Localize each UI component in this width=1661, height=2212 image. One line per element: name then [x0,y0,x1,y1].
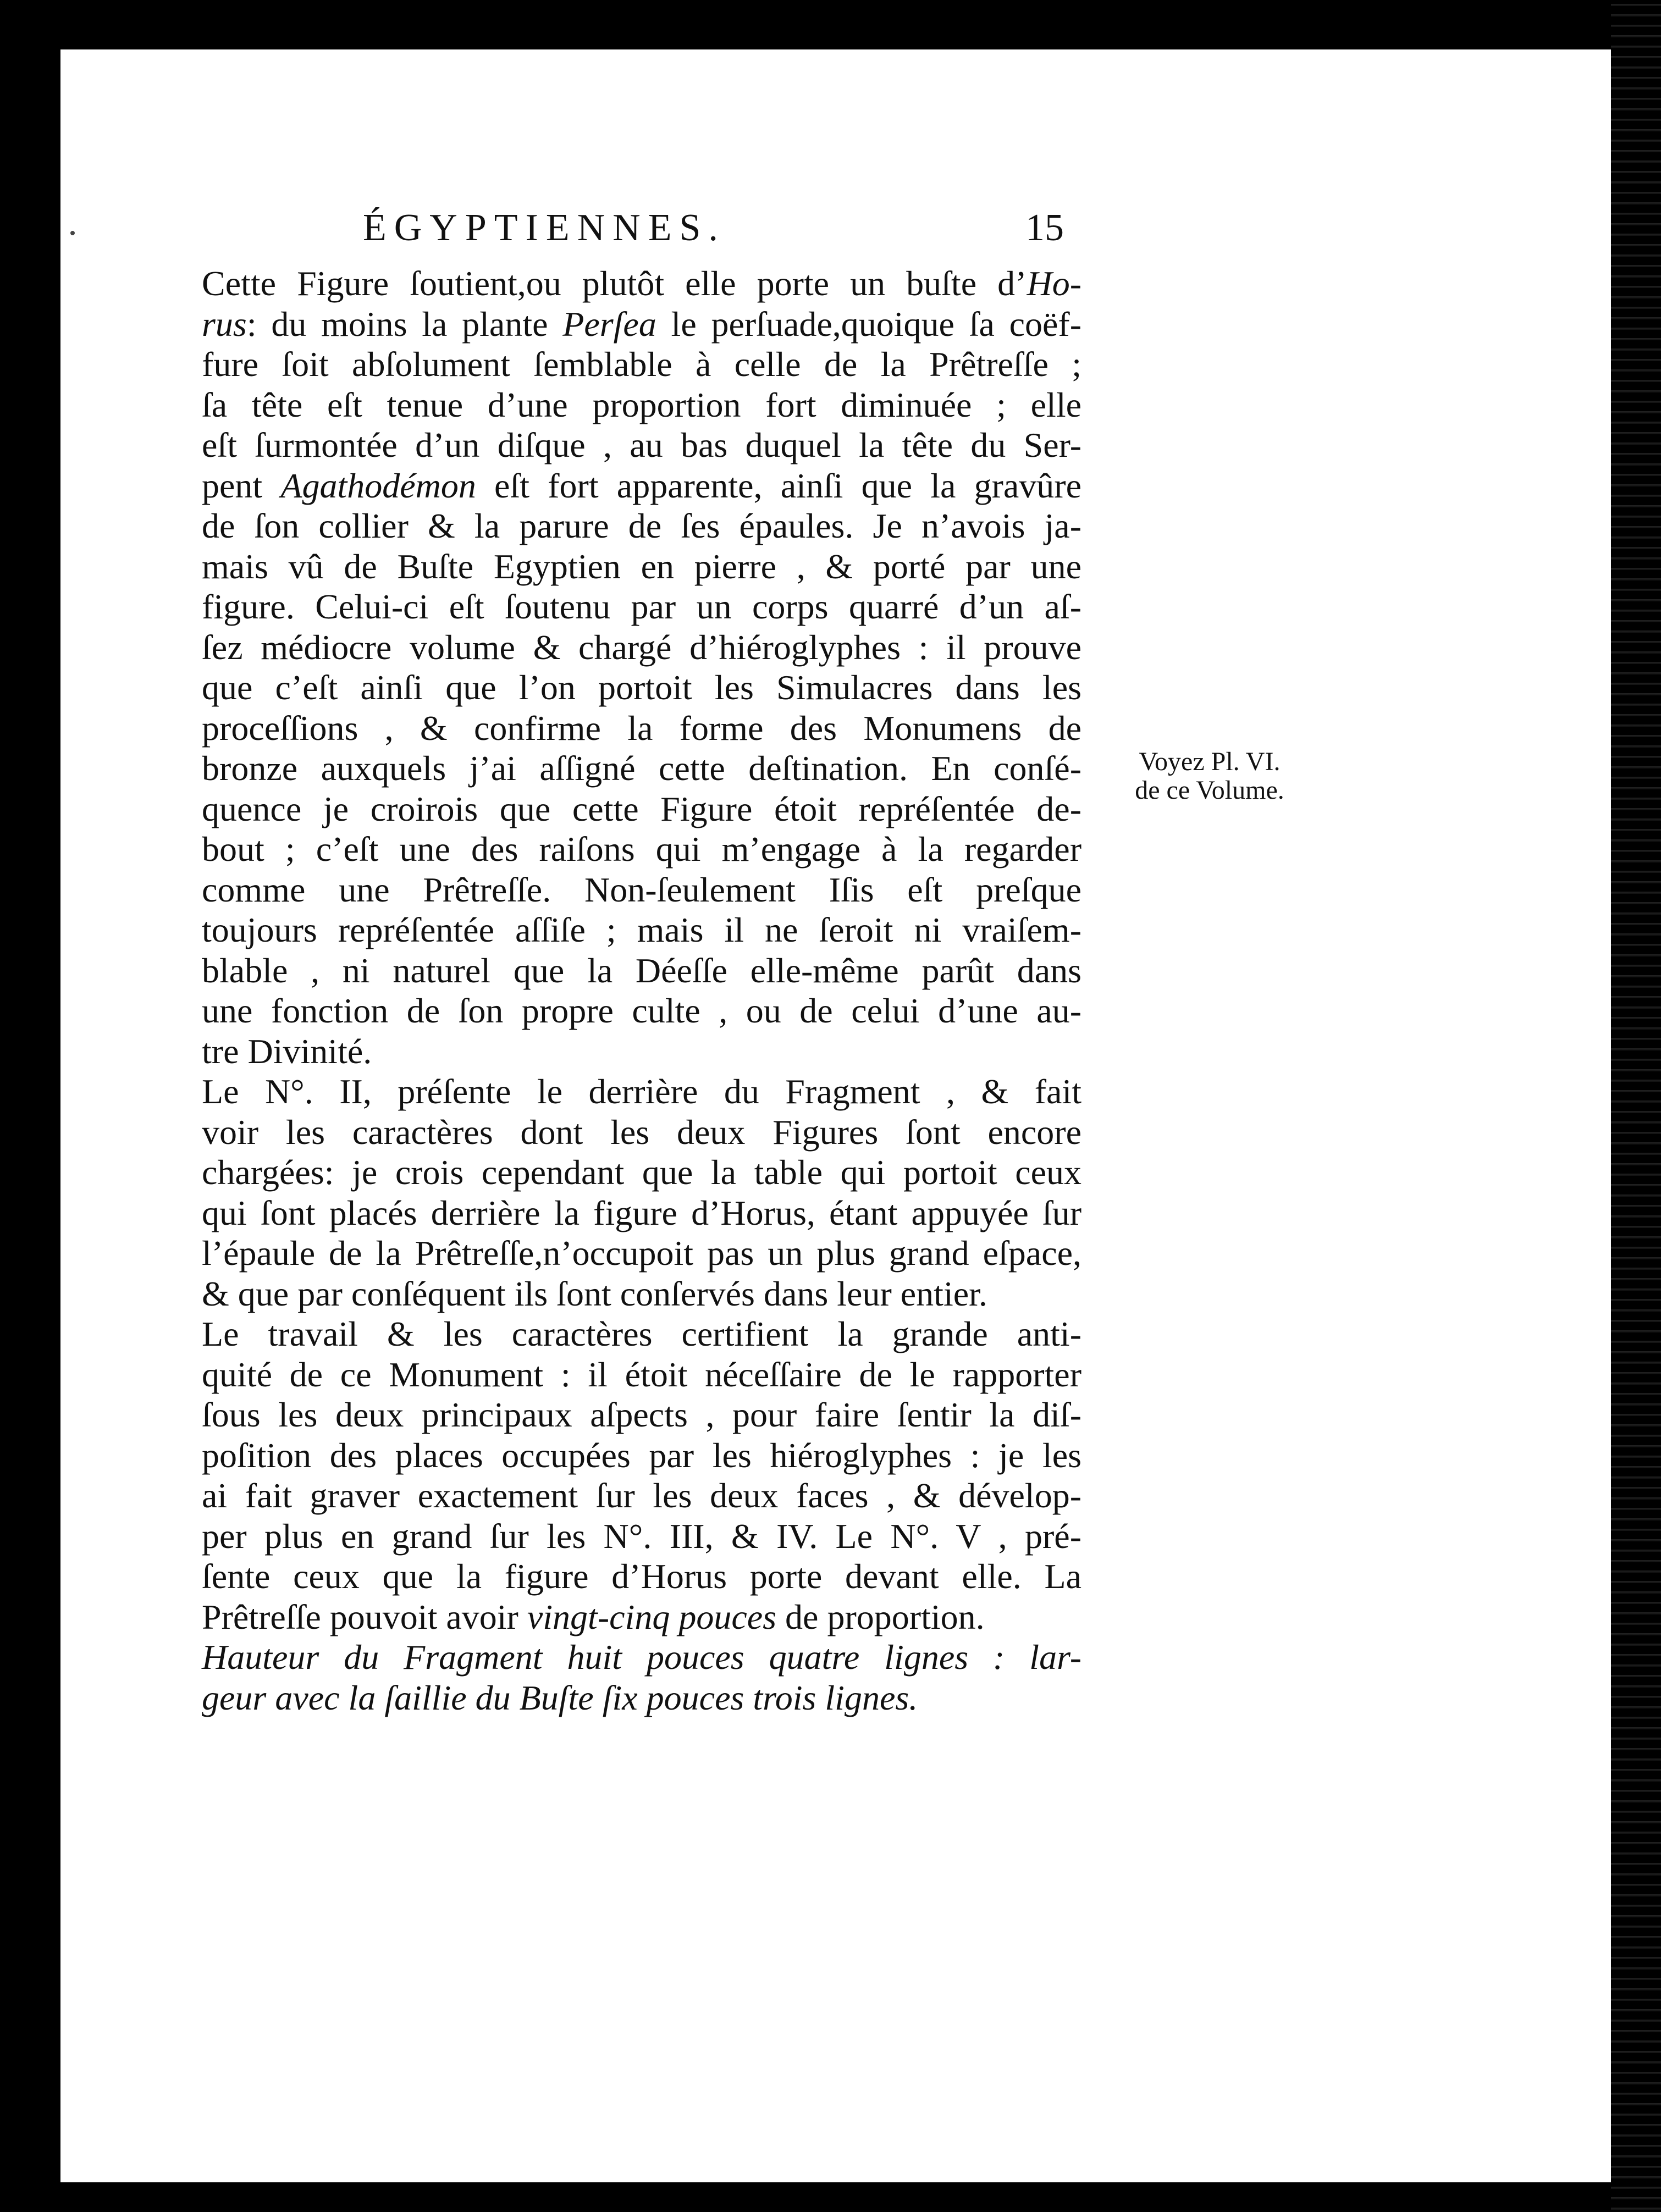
text-line [202,347,1081,382]
text-segment: eſt fort apparente, ainſi que la gravûre [476,466,1082,505]
text-segment: voir les caractères dont les deux Figures ſont encore [202,1112,1081,1152]
text-segment: quité de ce Monument : il étoit néceſſaire de le rapporter [202,1354,1081,1394]
text-segment: bout ; c’eſt une des raiſons qui m’engage à la regarder [202,830,1081,869]
text-line [202,910,1081,949]
scan-edge-shadow [1611,0,1661,2212]
text-line [202,1236,1081,1271]
text-line [202,1155,1081,1190]
text-segment: ſente ceux que la figure d’Horus porte devant elle. La [202,1557,1081,1596]
scan-speck [70,231,75,235]
text-segment: ai fait graver exactement ſur les deux faces , & dévelop- [202,1476,1081,1515]
text-segment: Cette Figure ſoutient,ou plutôt elle porte un buſte d’ [202,264,1027,303]
text-line [202,1276,1081,1312]
text-line [202,751,1081,786]
text-line [202,266,1081,301]
text-segment: comme une Prêtreſſe. Non-ſeulement Iſis eſt preſque [202,870,1081,909]
text-segment: de ſon collier & la parure de ſes épaules. Je n’avois ja- [202,506,1081,545]
text-line [202,1680,1081,1716]
italic-segment: Ho- [1027,264,1081,303]
text-segment: une fonction de ſon propre culte , ou de celui d’une au- [202,991,1081,1030]
text-segment: quence je croirois que cette Figure étoit repréſentée de- [202,789,1081,828]
text-segment: Le travail & les caractères certifient la grande anti- [202,1314,1081,1353]
text-segment: ſous les deux principaux aſpects , pour faire ſentir la diſ- [202,1395,1081,1434]
text-line [202,1074,1081,1109]
text-line [202,1478,1081,1513]
text-line [202,1193,1081,1232]
text-line [202,1397,1081,1433]
text-line [202,789,1081,828]
text-line [202,1031,1081,1071]
text-segment: Le N°. II, préſente le derrière du Fragment , & fait [202,1072,1081,1111]
text-segment: poſition des places occupées par les hiéroglyphes : je les [202,1435,1081,1475]
text-segment: bronze auxquels j’ai aſſigné cette deſtination. En conſé- [202,749,1081,788]
text-segment: & que par conſéquent ils ſont conſervés dans leur entier. [202,1274,987,1313]
text-segment: proceſſions , & confirme la forme des Monumens de [202,708,1081,748]
text-line [202,950,1081,990]
text-line [202,385,1081,424]
text-segment: toujours repréſentée aſſiſe ; mais il ne ſeroit ni vraiſem- [202,910,1081,949]
text-line [202,468,1081,504]
text-line [202,1435,1081,1475]
text-line [202,1314,1081,1353]
italic-segment: geur avec la ſaillie du Buſte ſix pouces trois lignes. [202,1678,918,1717]
text-segment: per plus en grand ſur les N°. III, & IV. Le N°. V , pré- [202,1516,1081,1556]
text-segment: ſa tête eſt tenue d’une proportion fort diminuée ; elle [202,385,1081,424]
text-line [202,670,1081,705]
text-segment: l’épaule de la Prêtreſſe,n’occupoit pas un plus grand eſpace, [202,1234,1081,1273]
text-segment: que c’eſt ainſi que l’on portoit les Simulacres dans les [202,668,1081,707]
text-line [202,589,1081,624]
text-segment: eſt ſurmontée d’un diſque , au bas duquel la tête du Ser- [202,425,1081,464]
text-line [202,1112,1081,1152]
italic-segment: Agathodémon [280,466,476,505]
margin-note-line-1: Voyez Pl. VI. [1139,747,1281,776]
text-segment: fure ſoit abſolument ſemblable à celle de la Prêtreſſe ; [202,345,1081,384]
margin-note-line-2: de ce Volume. [1135,776,1284,805]
text-line [202,304,1081,344]
text-line [202,627,1081,667]
text-segment: : du moins la plante [246,304,563,344]
text-line [202,1597,1081,1636]
text-segment: le perſuade,quoique ſa coëf- [656,304,1081,344]
text-segment: figure. Celui-ci eſt ſoutenu par un corps quarré d’un aſ- [202,587,1081,626]
text-line [202,425,1081,464]
text-segment: ſez médiocre volume & chargé d’hiéroglyphes : il prouve [202,627,1081,667]
text-segment: blable , ni naturel que la Déeſſe elle-même parût dans [202,950,1081,990]
text-segment: chargées: je crois cependant que la table qui portoit ceux [202,1153,1081,1192]
text-line [202,872,1081,908]
text-segment: de proportion. [776,1597,985,1636]
page-number: 15 [1025,207,1064,249]
text-segment: Prêtreſſe pouvoit avoir [202,1597,527,1636]
text-segment: qui ſont placés derrière la figure d’Horus, étant appuyée ſur [202,1193,1081,1232]
italic-segment: Hauteur du Fragment huit pouces quatre lignes : lar- [202,1638,1081,1677]
text-segment: pent [202,466,281,505]
text-line [202,993,1081,1028]
text-line [202,1354,1081,1394]
text-line [202,1559,1081,1594]
text-segment: mais vû de Buſte Egyptien en pierre , & porté par une [202,546,1081,586]
italic-segment: vingt-cinq pouces [527,1597,777,1636]
text-line [202,832,1081,867]
text-line [202,508,1081,544]
text-line [202,1516,1081,1556]
italic-segment: rus [202,304,247,344]
text-line [202,546,1081,586]
text-line [202,708,1081,748]
italic-segment: Perſea [562,304,656,344]
running-title: ÉGYPTIENNES. [363,207,726,249]
text-line [202,1640,1081,1675]
text-segment: tre Divinité. [202,1031,372,1071]
